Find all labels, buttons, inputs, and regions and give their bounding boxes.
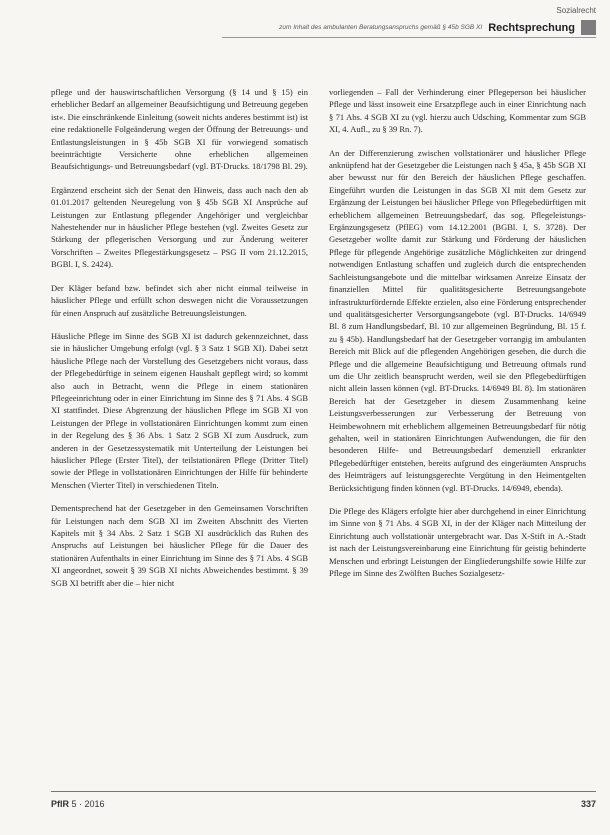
- footer-journal: [51, 799, 105, 809]
- right-column: [329, 86, 586, 579]
- page-number: 337: [580, 799, 596, 809]
- paragraph: Häusliche Pflege im Sinne des SGB XI ist dadurch gekennzeichnet, dass sie in häuslicher Umgebung erfolgt (vgl. § 3 Satz 1 SGB XI). Dabei setzt häusliche Pflege nach der Vorstellung des Gesetzgebers nicht voraus, dass der Pflegebedürftige in seinem eigenen Haushalt gepflegt wird; so kommt also auch in Betracht, wenn die Pflege in einem stationären Pflegeeinrichtung oder in einer Einrichtung im Sinne des § 71 Abs. 4 SGB XI stattfindet. Diese Abgrenzung der häuslichen Pflege im SGB XI von Leistungen der Pflege in vollstationären Einrichtungen kommt zum einen in der Regelung des § 36 Abs. 1 Satz 2 SGB XI zum Ausdruck, zum anderen in der Gesetzessystematik mit Unterteilung der Leistungen bei häuslicher Pflege (Erster Titel), der teilstationären Pflege (Dritter Titel) sowie der Pflege in vollstationären Einrichtungen der Hilfe für behinderte Menschen (Vierter Titel) in verschiedenen Titeln.: [51, 330, 308, 490]
- footer-divider: [51, 791, 596, 792]
- header-divider: [222, 37, 596, 38]
- section-marker: [581, 20, 596, 35]
- paragraph: Der Kläger befand bzw. befindet sich aber nicht einmal teilweise in häuslicher Pflege und erfüllt schon deswegen nicht die Voraussetzungen für einen Anspruch auf zusätzliche Betreuungsleistungen.: [51, 282, 308, 318]
- running-header: [222, 20, 596, 35]
- paragraph: Die Pflege des Klägers erfolgte hier aber durchgehend in einer Einrichtung im Sinne von § 71 Abs. 4 SGB XI, in der der Kläger nach Mitteilung der Einrichtung auch vollstationär untergebracht war. Das X-Stift in A.-Stadt ist nach der Leistungsvereinbarung eine Einrichtung für geistig behinderte Menschen und erbringt Leistungen der Eingliederungshilfe sowie Hilfe zur Pflege im Sinne des Zwölften Buches Sozialgesetz-: [329, 506, 586, 579]
- paragraph: Dementsprechend hat der Gesetzgeber in den Gemeinsamen Vorschriften für Leistungen nach dem SGB XI im Zweiten Abschnitt des Vierten Kapitels mit § 34 Abs. 2 Satz 1 SGB XI ausdrücklich das Ruhen des Anspruchs auf Leistungen bei häuslicher Pflege für die Dauer des stationären Aufenthalts in einer Einrichtung im Sinne des § 71 Abs. 4 SGB XI angeordnet, soweit § 39 SGB XI nichts Abweichendes bestimmt. § 39 SGB XI betrifft aber die – hier nicht: [51, 503, 308, 588]
- left-column: [51, 86, 308, 589]
- running-header-subtitle: zum Inhalt des ambulanten Beratungsanspruchs gemäß § 45b SGB XI: [279, 24, 483, 31]
- journal-issue: 5 · 2016: [71, 799, 105, 809]
- paragraph: vorliegenden – Fall der Verhinderung einer Pflegeperson bei häuslicher Pflege und lässt insoweit eine Ersatzpflege auch in einer Einrichtung nach § 71 Abs. 4 SGB XI zu (vgl. hierzu auch Udsching, Kommentar zum SGB XI, 4. Aufl., zu § 39 Rn. 7).: [329, 87, 586, 135]
- journal-category: Sozialrecht: [556, 6, 596, 15]
- section-title: Rechtsprechung: [488, 21, 575, 34]
- paragraph: An der Differenzierung zwischen vollstationärer und häuslicher Pflege anknüpfend hat der Gesetzgeber die Leistungen nach § 45a, § 45b SGB XI aber bewusst nur für den Bereich der häuslichen Pflege geschaffen. Eingeführt wurden die Leistungen in das SGB XI mit dem Gesetz zur Ergänzung der Leistungen bei häuslicher Pflege von Pflegebedürftigen mit erheblichem allgemeinen Betreuungsbedarf, das sog. Pflegeleistungs-Ergänzungsgesetz (PflEG) vom 14.12.2001 (BGBl. I, S. 3728). Der Gesetzgeber wollte damit zur Stärkung und Förderung der häuslichen Pflege für pflegende Angehörige zusätzliche Möglichkeiten zur dringend notwendigen Entlastung schaffen und zugleich durch die entsprechenden Sachleistungsangebote und die mittelbar wirksamen Anreize Einsatz der finanziellen Mittel für qualitätsgesicherte Betreuungsangebote infrastrukturfördernde Effekte erzielen, also eine Förderung entsprechender und qualitätsgesicherter Versorgungsangebote (vgl. BT-Drucks. 14/6949 Bl. 8 zum Handlungsbedarf, Bl. 10 zur allgemeinen Begründung, Bl. 15 f. zu § 45b). Handlungsbedarf hat der Gesetzgeber vorrangig im ambulanten Bereich mit Blick auf die pflegenden Angehörigen gesehen, die durch die Pflege und die allgemeine Beaufsichtigung und Betreuung oftmals rund um die Uhr zeitlich beansprucht werden, weil sie den Pflegebedürftigen nicht allein lassen können (vgl. BT-Drucks. 14/6949 Bl. 8). Im stationären Bereich hat der Gesetzgeber in diesem Zusammenhang keine Leistungsverbesserungen zur Verbesserung der Betreuung von Heimbewohnern mit erheblichem allgemeinen Betreuungsbedarf für nötig gehalten, weil in stationären Einrichtungen Aufwendungen, die für den besonderen Hilfe- und Betreuungsbedarf demenziell erkrankter Pflegebedürftiger entstehen, bereits aufgrund des eingeräumten Anspruchs des Heimträgers auf leistungsgerechte Vergütung in den Heimentgelten Berücksichtigung finden können (vgl. BT-Drucks. 14/6949, ebenda).: [329, 147, 586, 493]
- paragraph: Ergänzend erscheint sich der Senat den Hinweis, dass auch nach den ab 01.01.2017 geltenden Neuregelung von § 45b SGB XI Ansprüche auf Leistungen zur Entlastung pflegender Angehöriger und vergleichbar Nahestehender nur in häuslicher Pflege bestehen (vgl. Zweites Gesetz zur Stärkung der pflegerischen Versorgung und zur Änderung weiterer Vorschriften – Zweites Pflegestärkungsgesetz – PSG II vom 21.12.2015, BGBl. I, S. 2424).: [51, 184, 308, 270]
- journal-name: PflR: [51, 799, 69, 809]
- paragraph: pflege und der hauswirtschaftlichen Versorgung (§ 14 und § 15) ein erheblicher Bedarf an allgemeiner Beaufsichtigung und Betreuung gegeben ist«. Die einschränkende Einleitung (soweit nichts anderes bestimmt ist) ist eine redaktionelle Folgeänderung wegen der Öffnung der Betreuungs- und Entlastungsleistungen in § 45b SGB XI für vorwiegend somatisch beeinträchtigte Versicherte ohne erheblichen allgemeinen Beaufsichtigungs- und Betreuungsbedarf (vgl. BT-Drucks. 18/1798 Bl. 29).: [51, 87, 308, 172]
